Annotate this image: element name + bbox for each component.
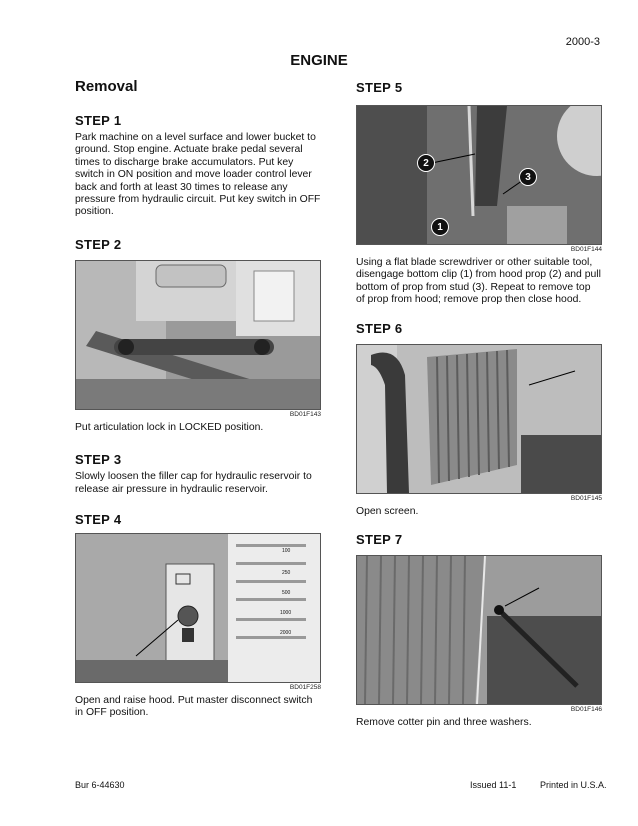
panel-label-2000: 2000	[280, 630, 292, 637]
left-column	[75, 78, 321, 720]
step-7-photo	[356, 555, 602, 705]
callout-1: 1	[431, 218, 449, 236]
panel-label-250: 250	[282, 570, 291, 577]
step-1-text: Park machine on a level surface and lower bucket to ground. Stop engine. Actuate brake pedal several times to discharge brake accumulators. Put key switch in ON position and move loader control lever back and forth at least 30 times to release any pressure from hydraulic circuit. Put key switch in OFF position.	[75, 132, 321, 218]
callout-2: 2	[417, 154, 435, 172]
step-4-heading: STEP 4	[75, 512, 122, 528]
step-7-figure-code: BD01F146	[570, 706, 602, 714]
step-5-photo	[356, 105, 602, 245]
step-2-photo	[75, 260, 321, 410]
step-2-text: Put articulation lock in LOCKED position.	[75, 421, 264, 433]
step-5-heading: STEP 5	[356, 80, 403, 95]
step-5-figure-code: BD01F144	[570, 246, 602, 253]
step-2-heading: STEP 2	[75, 236, 122, 252]
step-6-figure-code: BD01F145	[570, 494, 602, 502]
footer-doc-number: Bur 6-44630	[75, 780, 125, 790]
footer-printed: Printed in U.S.A.	[540, 780, 607, 790]
footer-issued: Issued 11-1	[470, 780, 517, 790]
panel-label-1000: 1000	[280, 610, 292, 617]
callout-3: 3	[519, 168, 537, 186]
step-3-heading: STEP 3	[75, 452, 122, 468]
step-4-figure-code: BD01F258	[289, 684, 321, 692]
step-4-text: Open and raise hood. Put master disconnect switch in OFF position.	[75, 695, 313, 719]
page-title: ENGINE	[290, 52, 348, 69]
section-title: Removal	[75, 78, 138, 95]
page-number: 2000-3	[565, 36, 600, 48]
step-5-text: Using a flat blade screwdriver or other suitable tool, disengage bottom clip (1) from hood prop (2) and pull bottom of prop from stud (3). Repeat to remove top of prop from hood; remove prop then close hood.	[356, 257, 601, 306]
panel-label-500: 500	[282, 590, 291, 597]
step-6-photo	[356, 344, 602, 494]
step-3-text: Slowly loosen the filler cap for hydraulic reservoir to release air pressure in hydraulic reservoir.	[75, 471, 312, 495]
right-column	[356, 80, 602, 729]
step-2-figure-code: BD01F143	[289, 410, 321, 418]
step-1-heading: STEP 1	[75, 113, 122, 128]
step-6-heading: STEP 6	[356, 320, 403, 336]
step-6-text: Open screen.	[356, 505, 419, 517]
step-7-text: Remove cotter pin and three washers.	[356, 717, 532, 729]
step-7-heading: STEP 7	[356, 532, 403, 548]
panel-label-100: 100	[282, 548, 291, 555]
step-4-photo	[75, 533, 321, 683]
